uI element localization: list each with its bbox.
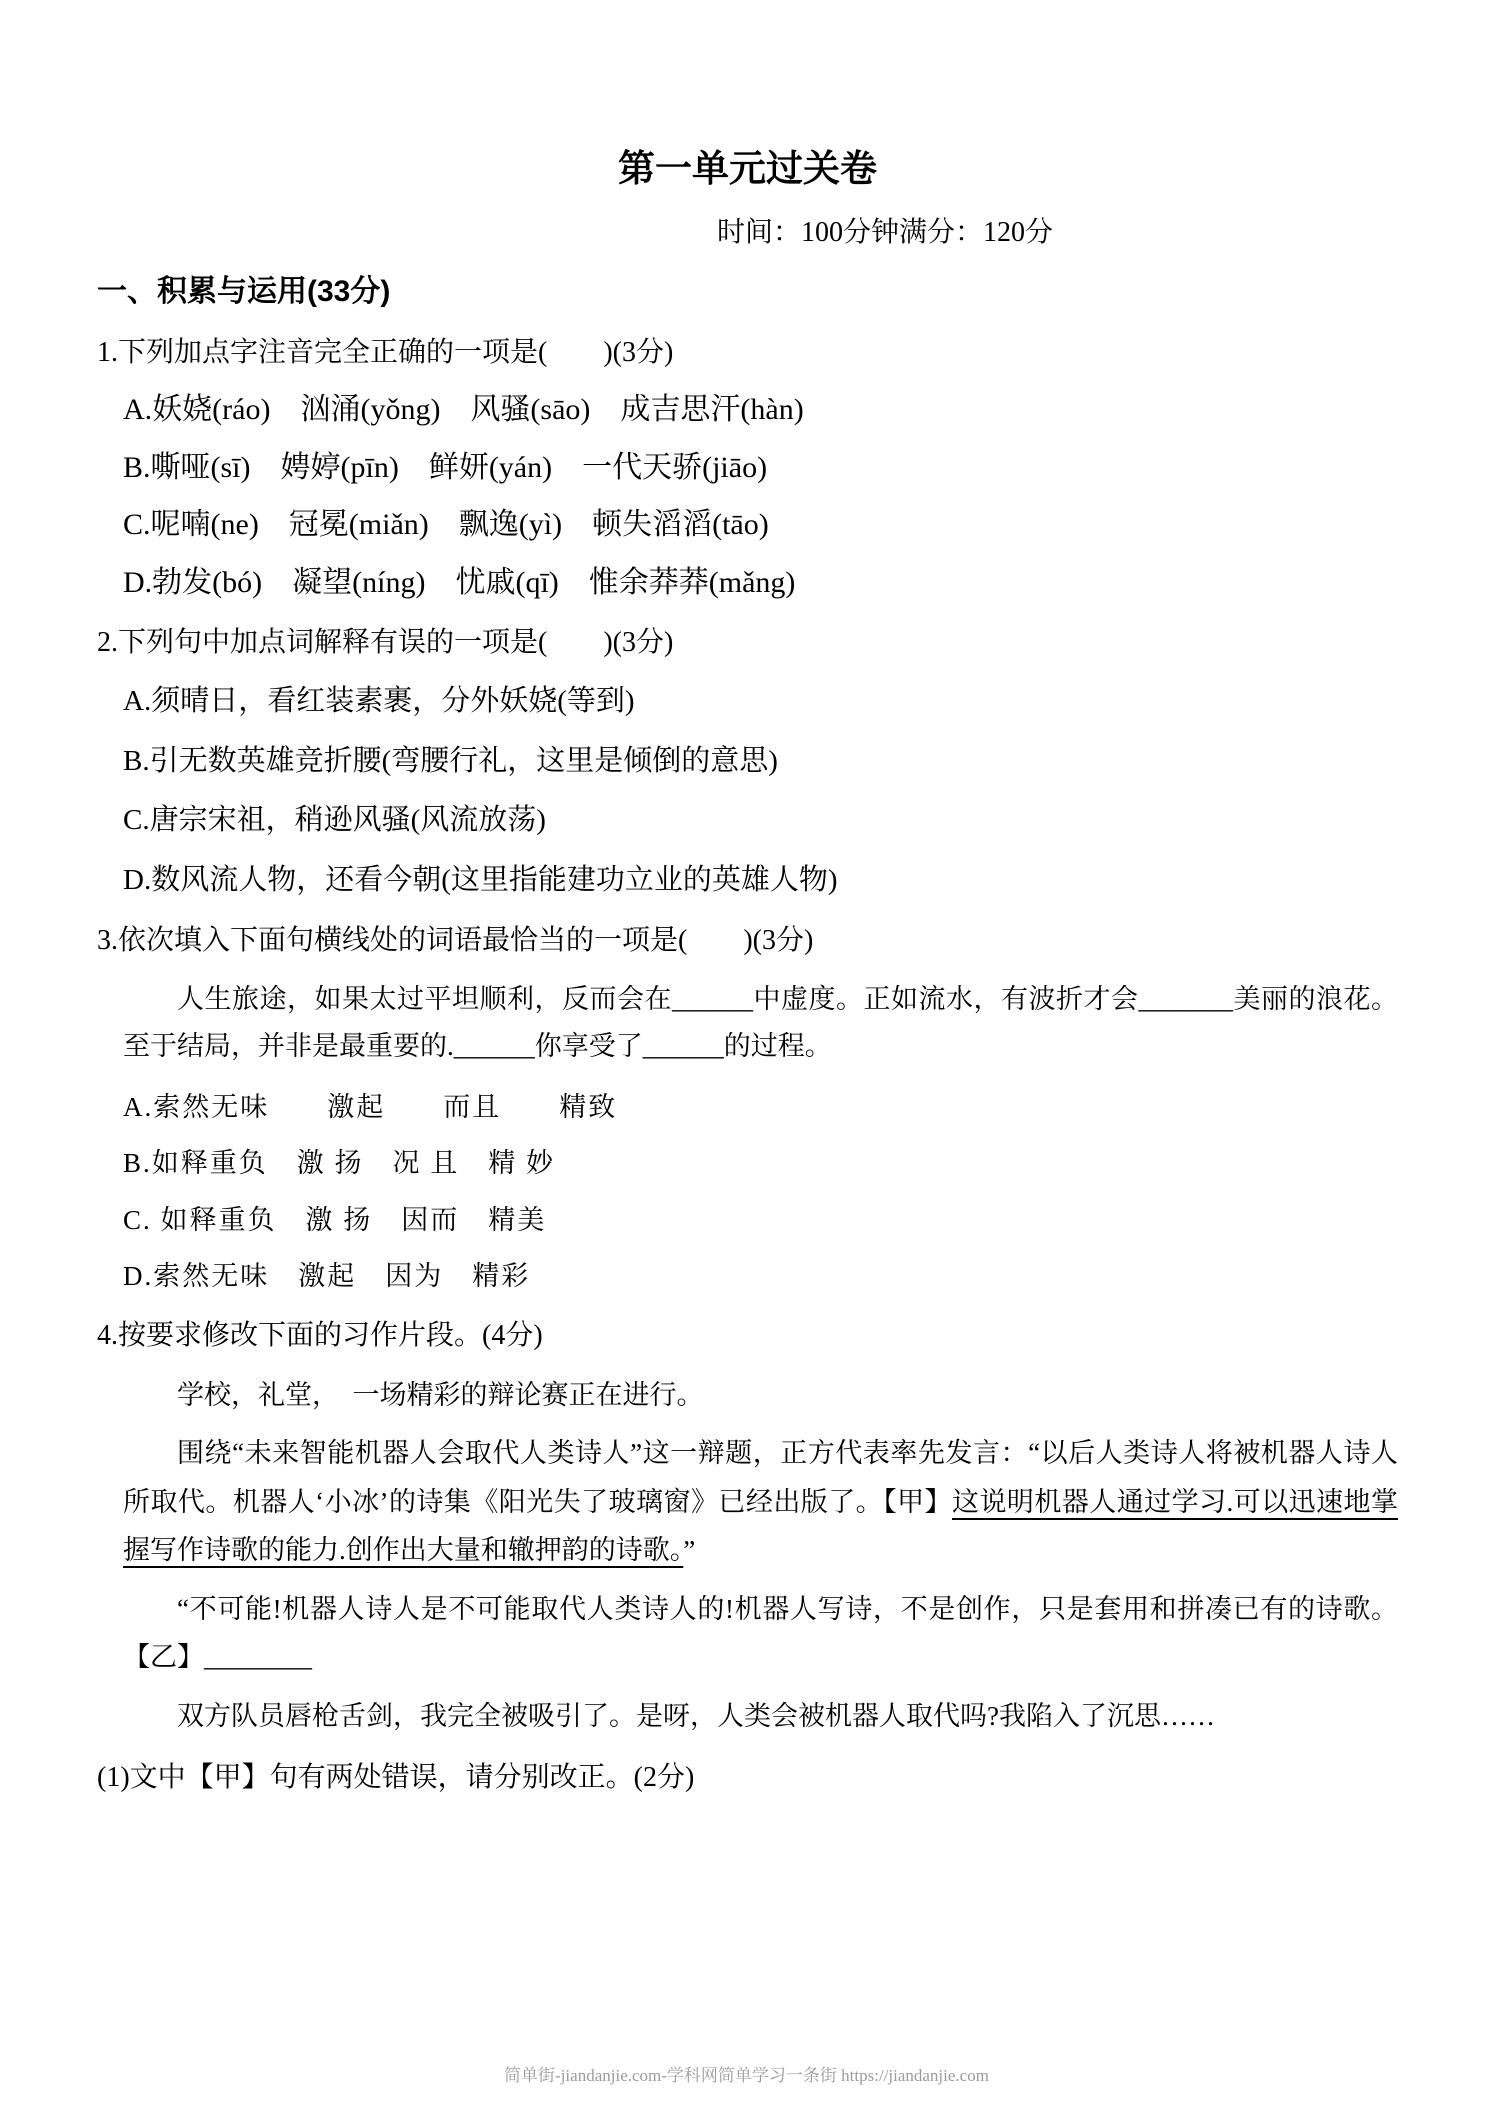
page-title: 第一单元过关卷 xyxy=(618,148,877,189)
q2-option-d: D.数风流人物，还看今朝(这里指能建功立业的英雄人物) xyxy=(123,863,838,896)
q4-paragraph-2 xyxy=(123,1429,1398,1575)
q4-subquestion-1: (1)文中【甲】句有两处错误，请分别改正。(2分) xyxy=(97,1761,695,1793)
q1-option-a: A.妖娆(ráo) 汹涌(yǒng) 风骚(sāo) 成吉思汗(hàn) xyxy=(123,393,804,426)
exam-time-info: 时间：100分钟满分：120分 xyxy=(717,217,1054,248)
q4-paragraph-1: 学校，礼堂， 一场精彩的辩论赛正在进行。 xyxy=(177,1379,704,1410)
q4-paragraph-3: “不可能!机器人诗人是不可能取代人类诗人的!机器人写诗，不是创作，只是套用和拼凑已有的诗歌。【乙】________ xyxy=(123,1593,1398,1673)
q3-option-b: B.如释重负 激 扬 况 且 精 妙 xyxy=(123,1148,556,1178)
q3-passage: 人生旅途，如果太过平坦顺利，反而会在______中虚度。正如流水，有波折才会_______美丽的浪花。至于结局，并非是最重要的.______你享受了______的过程。 xyxy=(123,984,1398,1062)
q2-option-a: A.须晴日，看红装素裹，分外妖娆(等到) xyxy=(123,685,635,717)
question-3 xyxy=(97,920,1398,1297)
q1-option-b: B.嘶哑(sī) 娉婷(pīn) 鲜妍(yán) 一代天骄(jiāo) xyxy=(123,450,768,484)
watermark-footer: 简单街-jiandanjie.com-学科网简单学习一条街 https://jiandanjie.com xyxy=(504,2066,989,2085)
question-1 xyxy=(97,332,1398,604)
q1-option-d: D.勃发(bó) 凝望(níng) 忧戚(qī) 惟余莽莽(mǎng) xyxy=(123,565,796,599)
q4-p2-underlined-sentence: 这说明机器人通过学习.可以迅速地掌握写作诗歌的能力.创作出大量和辙押韵的诗歌。 xyxy=(123,1486,1399,1566)
q4-stem: 4.按要求修改下面的习作片段。(4分) xyxy=(97,1319,543,1351)
q1-stem: 1.下列加点字注音完全正确的一项是( )(3分) xyxy=(97,337,674,368)
q4-p2-lead: 围绕“未来智能机器人会取代人类诗人”这一辩题，正方代表率先发言：“以后人类诗人将被机器人诗人所取代。机器人‘小冰’的诗集《阳光失了玻璃窗》已经出版了。【甲】 xyxy=(123,1438,1398,1517)
q4-paragraph-4: 双方队员唇枪舌剑，我完全被吸引了。是呀，人类会被机器人取代吗?我陷入了沉思…… xyxy=(177,1701,1215,1732)
q2-option-b: B.引无数英雄竞折腰(弯腰行礼，这里是倾倒的意思) xyxy=(123,744,778,777)
q2-option-c: C.唐宗宋祖，稍逊风骚(风流放荡) xyxy=(123,804,546,836)
question-2 xyxy=(97,622,1398,902)
q3-stem: 3.依次填入下面句横线处的词语最恰当的一项是( )(3分) xyxy=(97,925,814,956)
q2-stem: 2.下列句中加点词解释有误的一项是( )(3分) xyxy=(97,627,674,658)
q3-option-a: A.索然无味 激起 而且 精致 xyxy=(123,1091,618,1122)
q4-p2-tail: ” xyxy=(683,1535,696,1566)
q1-option-c: C.呢喃(ne) 冠冕(miǎn) 飘逸(yì) 顿失滔滔(tāo) xyxy=(123,508,769,541)
q3-option-d: D.索然无味 激起 因为 精彩 xyxy=(123,1261,531,1291)
q3-option-c: C. 如释重负 激 扬 因而 精美 xyxy=(123,1204,547,1235)
question-4 xyxy=(97,1315,1398,1799)
section-heading-accumulation: 一、积累与运用(33分) xyxy=(97,275,391,308)
